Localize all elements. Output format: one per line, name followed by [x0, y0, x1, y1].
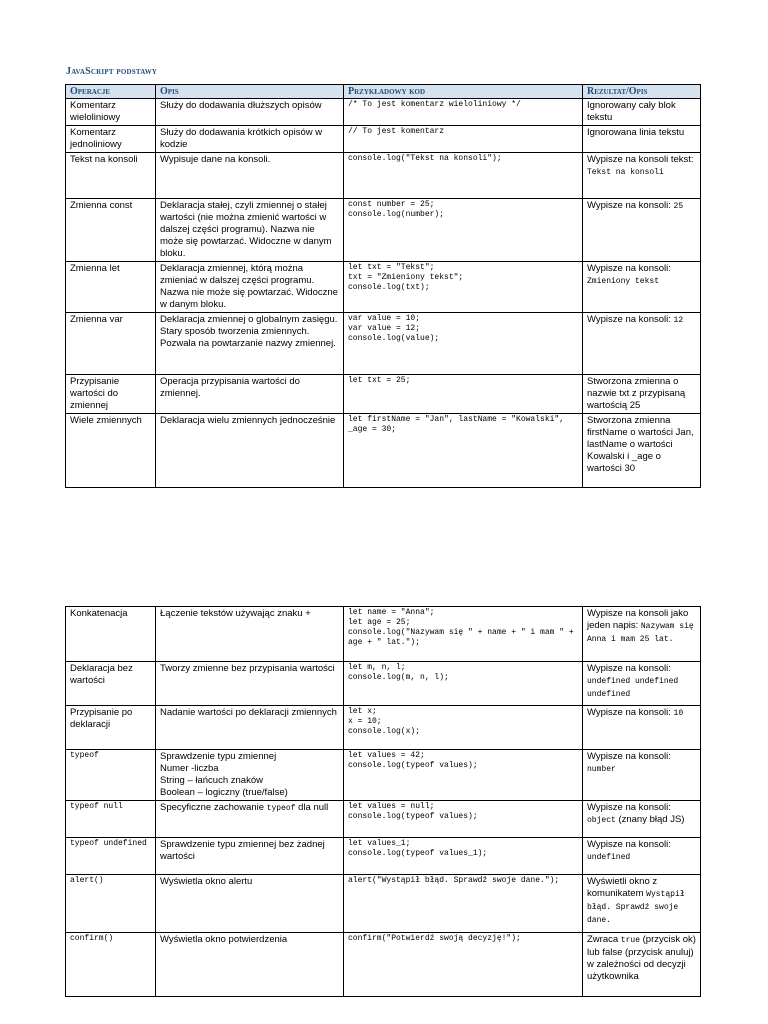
table-row [66, 414, 701, 488]
result-cell [583, 126, 701, 153]
operation-cell: Wiele zmiennych [66, 414, 156, 488]
result-cell [583, 838, 701, 875]
description-cell [156, 750, 344, 801]
result-code: number [587, 765, 616, 774]
table-row [66, 126, 701, 153]
operation-cell: Przypisanie wartości do zmiennej [66, 375, 156, 414]
result-code: 25 [673, 202, 684, 211]
description-cell [156, 662, 344, 706]
description-text: Sprawdzenie typu zmiennej bez żadnej wartości [160, 839, 328, 862]
result-cell [583, 662, 701, 706]
result-text: (znany błąd JS) [615, 814, 685, 825]
result-text: Wypisze na konsoli: [587, 663, 671, 674]
code-example-cell: let txt = "Tekst"; txt = "Zmieniony tekst"; console.log(txt); [344, 262, 583, 313]
result-text: Stworzona zmienna firstName o wartości Jan, lastName o wartości Kowalski i _age o wartości 30 [587, 415, 694, 474]
code-example-cell: const number = 25; console.log(number); [344, 199, 583, 262]
code-example-cell: var value = 10; var value = 12; console.log(value); [344, 313, 583, 375]
operation-cell: alert() [66, 875, 156, 933]
code-example-cell: // To jest komentarz [344, 126, 583, 153]
table-row [66, 706, 701, 750]
code-example-cell: let values = 42; console.log(typeof values); [344, 750, 583, 801]
result-text: (przycisk ok) lub false (przycisk anuluj) w zależności od decyzji użytkownika [587, 934, 696, 982]
result-cell [583, 153, 701, 199]
table-row [66, 750, 701, 801]
result-cell [583, 750, 701, 801]
operation-cell: typeof null [66, 801, 156, 838]
operation-cell: Zmienna var [66, 313, 156, 375]
code-example-cell: let x; x = 10; console.log(x); [344, 706, 583, 750]
table-header-row [66, 85, 701, 99]
result-cell [583, 875, 701, 933]
description-cell [156, 607, 344, 662]
result-code: Zmieniony tekst [587, 277, 660, 286]
result-code: true [620, 936, 640, 945]
description-text: Tworzy zmienne bez przypisania wartości [160, 663, 335, 674]
description-cell: Operacja przypisania wartości do zmiennej. [156, 375, 344, 414]
result-text: Wypisze na konsoli: [587, 751, 671, 762]
description-text: Wyświetla okno potwierdzenia [160, 934, 288, 945]
code-example-cell: let values = null; console.log(typeof values); [344, 801, 583, 838]
operation-cell: Zmienna let [66, 262, 156, 313]
table-row [66, 375, 701, 414]
header-kod: Przykładowy kod [344, 85, 583, 99]
code-example-cell: /* To jest komentarz wieloliniowy */ [344, 99, 583, 126]
description-cell [156, 838, 344, 875]
table-row [66, 199, 701, 262]
result-cell [583, 607, 701, 662]
description-text: Łączenie tekstów używając znaku + [160, 608, 311, 619]
operation-cell: Tekst na konsoli [66, 153, 156, 199]
result-text: Wypisze na konsoli: [587, 314, 674, 325]
table-row [66, 153, 701, 199]
page-title: JavaScript podstawy [66, 66, 158, 77]
description-cell [156, 706, 344, 750]
table-row [66, 662, 701, 706]
result-cell [583, 313, 701, 375]
code-example-cell: console.log("Tekst na konsoli"); [344, 153, 583, 199]
result-cell [583, 801, 701, 838]
description-cell: Służy do dodawania krótkich opisów w kodzie [156, 126, 344, 153]
table-row [66, 875, 701, 933]
operation-cell: Komentarz jednoliniowy [66, 126, 156, 153]
js-basics-table-1 [65, 84, 701, 488]
table-row [66, 262, 701, 313]
description-cell: Wypisuje dane na konsoli. [156, 153, 344, 199]
operation-cell: Konkatenacja [66, 607, 156, 662]
result-text: Wypisze na konsoli tekst: [587, 154, 694, 165]
table-row [66, 933, 701, 997]
result-cell [583, 933, 701, 997]
result-code: undefined [587, 853, 631, 862]
operation-cell: typeof undefined [66, 838, 156, 875]
description-cell: Deklaracja zmiennej, którą można zmieniać w dalszej części programu. Nazwa nie może się powtarzać. Widoczne w danym bloku. [156, 262, 344, 313]
description-text: Specyficzne zachowanie [160, 802, 267, 813]
result-code: undefined undefined undefined [587, 677, 684, 699]
result-text: Ignorowana linia tekstu [587, 127, 685, 138]
result-cell [583, 199, 701, 262]
result-cell [583, 414, 701, 488]
result-code: Tekst na konsoli [587, 168, 664, 177]
result-text: Ignorowany cały blok tekstu [587, 100, 676, 123]
description-cell: Deklaracja wielu zmiennych jednocześnie [156, 414, 344, 488]
description-cell: Deklaracja stałej, czyli zmiennej o stałej wartości (nie można zmienić wartości w dalszej części programu). Nazwa nie może się powtarzać. Widoczne w danym bloku. [156, 199, 344, 262]
description-text: dla null [295, 802, 329, 813]
result-text: Wypisze na konsoli jako jeden napis: [587, 608, 689, 631]
result-text: Wyświetli okno z komunikatem [587, 876, 658, 899]
header-rezultat: Rezultat/Opis [583, 85, 701, 99]
js-basics-table-2 [65, 606, 701, 997]
description-text: Sprawdzenie typu zmiennej Numer -liczba String – łańcuch znaków Boolean – logiczny (true/false) [160, 751, 288, 798]
table-row [66, 313, 701, 375]
result-cell [583, 262, 701, 313]
result-text: Stworzona zmienna o nazwie txt z przypisaną wartością 25 [587, 376, 686, 411]
table-row [66, 838, 701, 875]
result-cell [583, 706, 701, 750]
description-code: typeof [266, 804, 296, 813]
code-example-cell: alert("Wystąpił błąd. Sprawdź swoje dane."); [344, 875, 583, 933]
description-cell [156, 801, 344, 838]
description-cell: Służy do dodawania dłuższych opisów [156, 99, 344, 126]
result-text: Wypisze na konsoli: [587, 707, 674, 718]
result-text: Zwraca [587, 934, 621, 945]
result-code: 10 [673, 709, 684, 718]
result-text: Wypisze na konsoli: [587, 802, 671, 813]
table-row [66, 99, 701, 126]
code-example-cell: let name = "Anna"; let age = 25; console.log("Nazywam się " + name + " i mam " + age + " lat."); [344, 607, 583, 662]
result-text: Wypisze na konsoli: [587, 263, 671, 274]
operation-cell: Przypisanie po deklaracji [66, 706, 156, 750]
result-code: 12 [673, 316, 684, 325]
operation-cell: confirm() [66, 933, 156, 997]
description-text: Nadanie wartości po deklaracji zmiennych [160, 707, 337, 718]
result-text: Wypisze na konsoli: [587, 200, 674, 211]
result-code: Nazywam się Anna i mam 25 lat. [587, 622, 699, 644]
result-text: Wypisze na konsoli: [587, 839, 671, 850]
operation-cell: Zmienna const [66, 199, 156, 262]
code-example-cell: let txt = 25; [344, 375, 583, 414]
operation-cell: typeof [66, 750, 156, 801]
description-cell: Deklaracja zmiennej o globalnym zasięgu. Stary sposób tworzenia zmiennych. Pozwala na powtarzanie nazwy zmiennej. [156, 313, 344, 375]
code-example-cell: let m, n, l; console.log(m, n, l); [344, 662, 583, 706]
code-example-cell: let values_1; console.log(typeof values_1); [344, 838, 583, 875]
result-code: Wystąpił błąd. Sprawdź swoje dane. [587, 890, 690, 925]
operation-cell: Deklaracja bez wartości [66, 662, 156, 706]
result-cell [583, 375, 701, 414]
description-cell [156, 933, 344, 997]
table-row [66, 607, 701, 662]
result-code: object [587, 816, 616, 825]
header-opis: Opis [156, 85, 344, 99]
operation-cell: Komentarz wieloliniowy [66, 99, 156, 126]
description-cell [156, 875, 344, 933]
description-text: Wyświetla okno alertu [160, 876, 253, 887]
header-operacje: Operacje [66, 85, 156, 99]
table-row [66, 801, 701, 838]
code-example-cell: let firstName = "Jan", lastName = "Kowalski", _age = 30; [344, 414, 583, 488]
code-example-cell: confirm("Potwierdź swoją decyzję!"); [344, 933, 583, 997]
result-cell [583, 99, 701, 126]
